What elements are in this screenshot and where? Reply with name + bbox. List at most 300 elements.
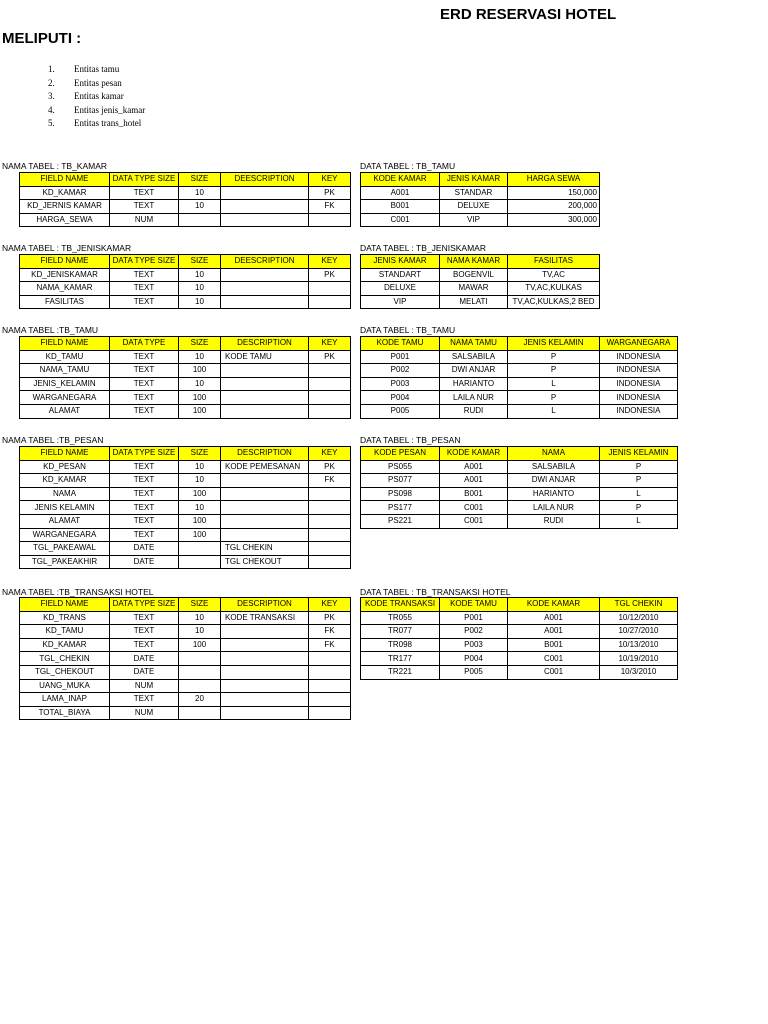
table-cell: TEXT (110, 460, 179, 474)
table-cell: TEXT (110, 200, 179, 214)
table-cell (309, 487, 351, 501)
table-cell (179, 213, 221, 227)
table-cell: 10/27/2010 (600, 625, 678, 639)
table-cell: 10 (179, 200, 221, 214)
table-row (20, 268, 351, 282)
table-cell: P (600, 460, 678, 474)
table-cell (309, 555, 351, 569)
table-cell: 10 (179, 611, 221, 625)
table-cell: A001 (440, 474, 508, 488)
structure-table (19, 336, 351, 419)
column-header: DATA TYPE SIZE (110, 173, 179, 187)
table-row (20, 542, 351, 556)
table-row (361, 501, 678, 515)
table-cell: STANDART (361, 268, 440, 282)
table-cell: A001 (440, 460, 508, 474)
table-cell: 300,000 (508, 213, 600, 227)
column-header: NAMA TAMU (440, 337, 508, 351)
table-cell: INDONESIA (600, 377, 678, 391)
entity-number: 1. (48, 64, 55, 74)
table-row (20, 474, 351, 488)
table-row (20, 295, 351, 309)
table-cell: FK (309, 200, 351, 214)
entity-number: 5. (48, 118, 55, 128)
table-cell: DATE (110, 652, 179, 666)
table-cell: PS077 (361, 474, 440, 488)
table-header-row (361, 337, 678, 351)
table-header-row (361, 598, 678, 612)
table-header-row (20, 173, 351, 187)
table-row (361, 186, 600, 200)
table-cell (179, 555, 221, 569)
table-cell: INDONESIA (600, 391, 678, 405)
table-cell: INDONESIA (600, 404, 678, 418)
column-header: DESCRIPTION (221, 598, 309, 612)
table-header-row (20, 255, 351, 269)
table-cell: MAWAR (440, 282, 508, 296)
column-header: TGL CHEKIN (600, 598, 678, 612)
table-cell: TR177 (361, 652, 440, 666)
table-cell: TR221 (361, 665, 440, 679)
table-cell (221, 213, 309, 227)
structure-table-label: NAMA TABEL : TB_KAMAR (2, 161, 108, 171)
data-table (360, 446, 678, 529)
table-row (20, 200, 351, 214)
table-cell: A001 (508, 625, 600, 639)
column-header: KODE TAMU (361, 337, 440, 351)
table-cell: 150,000 (508, 186, 600, 200)
data-table-label: DATA TABEL : TB_JENISKAMAR (360, 243, 486, 253)
structure-table (19, 254, 351, 309)
table-cell: P004 (440, 652, 508, 666)
table-cell: HARIANTO (440, 377, 508, 391)
table-header-row (20, 447, 351, 461)
table-cell (221, 693, 309, 707)
table-cell (221, 652, 309, 666)
table-cell (221, 638, 309, 652)
column-header: SIZE (179, 447, 221, 461)
entity-item (48, 90, 145, 104)
table-cell: UANG_MUKA (20, 679, 110, 693)
table-cell: P001 (440, 611, 508, 625)
table-cell: TEXT (110, 282, 179, 296)
table-cell: BOGENVIL (440, 268, 508, 282)
table-cell: LAILA NUR (440, 391, 508, 405)
table-cell: DWI ANJAR (508, 474, 600, 488)
table-cell (221, 501, 309, 515)
table-cell (309, 665, 351, 679)
table-cell: P004 (361, 391, 440, 405)
column-header: KODE TAMU (440, 598, 508, 612)
table-cell: HARIANTO (508, 487, 600, 501)
column-header: SIZE (179, 173, 221, 187)
table-cell: TGL CHEKOUT (221, 555, 309, 569)
table-cell: TGL_CHEKOUT (20, 665, 110, 679)
table-cell: TEXT (110, 528, 179, 542)
table-row (20, 213, 351, 227)
table-cell (309, 528, 351, 542)
table-cell: 200,000 (508, 200, 600, 214)
table-cell: 100 (179, 528, 221, 542)
table-cell (179, 542, 221, 556)
table-cell: DATE (110, 542, 179, 556)
table-cell: TEXT (110, 268, 179, 282)
table-cell (221, 377, 309, 391)
table-cell: C001 (508, 652, 600, 666)
table-cell: TGL_PAKEAKHIR (20, 555, 110, 569)
structure-table-label: NAMA TABEL :TB_TRANSAKSI HOTEL (2, 587, 154, 597)
table-cell: P002 (361, 364, 440, 378)
document-title: ERD RESERVASI HOTEL (440, 6, 617, 23)
table-cell: 10 (179, 474, 221, 488)
table-cell (221, 268, 309, 282)
table-row (20, 460, 351, 474)
table-cell (309, 652, 351, 666)
table-cell (179, 679, 221, 693)
table-row (20, 528, 351, 542)
column-header: FASILITAS (508, 255, 600, 269)
table-cell: P001 (361, 350, 440, 364)
table-row (20, 679, 351, 693)
table-cell: TEXT (110, 487, 179, 501)
table-cell: PK (309, 350, 351, 364)
table-cell: PK (309, 186, 351, 200)
table-cell: RUDI (508, 514, 600, 528)
table-cell: 100 (179, 391, 221, 405)
table-cell: P002 (440, 625, 508, 639)
table-cell (221, 186, 309, 200)
table-cell: B001 (361, 200, 440, 214)
table-cell: 100 (179, 404, 221, 418)
column-header: FIELD NAME (20, 173, 110, 187)
table-cell (309, 501, 351, 515)
table-cell: KD_TRANS (20, 611, 110, 625)
table-cell: KODE TAMU (221, 350, 309, 364)
table-cell (309, 295, 351, 309)
table-cell (221, 364, 309, 378)
table-cell: STANDAR (440, 186, 508, 200)
table-cell: PS177 (361, 501, 440, 515)
table-cell: TR055 (361, 611, 440, 625)
table-row (20, 611, 351, 625)
section-heading: MELIPUTI : (2, 30, 82, 47)
table-cell: KD_JERNIS KAMAR (20, 200, 110, 214)
table-cell: HARGA_SEWA (20, 213, 110, 227)
data-table-label: DATA TABEL : TB_TAMU (360, 325, 456, 335)
table-row (361, 611, 678, 625)
table-cell (221, 295, 309, 309)
table-cell: FK (309, 638, 351, 652)
table-cell: P005 (440, 665, 508, 679)
table-cell: A001 (508, 611, 600, 625)
table-cell: RUDI (440, 404, 508, 418)
column-header: SIZE (179, 598, 221, 612)
table-cell: 100 (179, 514, 221, 528)
table-cell: 10/3/2010 (600, 665, 678, 679)
column-header: JENIS KAMAR (361, 255, 440, 269)
table-cell: TEXT (110, 611, 179, 625)
column-header: NAMA KAMAR (440, 255, 508, 269)
table-cell: TEXT (110, 638, 179, 652)
table-cell: TV,AC,KULKAS (508, 282, 600, 296)
structure-table-label: NAMA TABEL :TB_TAMU (2, 325, 99, 335)
entity-label: Entitas jenis_kamar (74, 104, 146, 115)
table-cell (221, 679, 309, 693)
table-cell: LAMA_INAP (20, 693, 110, 707)
table-cell: TV,AC,KULKAS,2 BED (508, 295, 600, 309)
table-cell (221, 282, 309, 296)
column-header: NAMA (508, 447, 600, 461)
table-cell: TEXT (110, 514, 179, 528)
column-header: KEY (309, 337, 351, 351)
table-cell (221, 514, 309, 528)
table-cell: P (508, 391, 600, 405)
table-row (361, 665, 678, 679)
structure-table (19, 172, 351, 227)
table-cell (221, 474, 309, 488)
table-cell (309, 377, 351, 391)
table-cell: FK (309, 474, 351, 488)
table-cell (309, 542, 351, 556)
table-header-row (361, 447, 678, 461)
table-cell: KD_TAMU (20, 350, 110, 364)
table-cell (221, 706, 309, 720)
column-header: KODE KAMAR (508, 598, 600, 612)
table-row (361, 350, 678, 364)
table-row (20, 638, 351, 652)
table-cell: PK (309, 460, 351, 474)
table-row (20, 350, 351, 364)
column-header: FIELD NAME (20, 598, 110, 612)
table-cell: 10 (179, 268, 221, 282)
table-cell: NAMA_TAMU (20, 364, 110, 378)
table-row (20, 186, 351, 200)
table-cell: KD_KAMAR (20, 474, 110, 488)
table-cell: FK (309, 625, 351, 639)
table-cell: P (600, 474, 678, 488)
table-cell (309, 404, 351, 418)
table-cell: NAMA_KAMAR (20, 282, 110, 296)
column-header: KEY (309, 598, 351, 612)
table-row (20, 693, 351, 707)
table-row (361, 268, 600, 282)
table-cell (221, 665, 309, 679)
table-cell: KODE TRANSAKSI (221, 611, 309, 625)
table-cell: MELATI (440, 295, 508, 309)
table-cell: TV,AC (508, 268, 600, 282)
column-header: JENIS KELAMIN (600, 447, 678, 461)
table-cell: TEXT (110, 474, 179, 488)
table-cell: TEXT (110, 391, 179, 405)
table-cell: L (508, 377, 600, 391)
structure-table-label: NAMA TABEL : TB_JENISKAMAR (2, 243, 132, 253)
table-cell (309, 514, 351, 528)
entity-number: 3. (48, 91, 55, 101)
table-row (361, 638, 678, 652)
table-cell: TR098 (361, 638, 440, 652)
table-cell: KD_TAMU (20, 625, 110, 639)
column-header: DEESCRIPTION (221, 173, 309, 187)
table-row (361, 487, 678, 501)
table-cell (309, 282, 351, 296)
table-row (20, 625, 351, 639)
table-cell: TEXT (110, 377, 179, 391)
column-header: SIZE (179, 255, 221, 269)
table-cell: JENIS KELAMIN (20, 501, 110, 515)
structure-table (19, 597, 351, 720)
table-row (20, 391, 351, 405)
table-cell: INDONESIA (600, 350, 678, 364)
table-cell: TEXT (110, 364, 179, 378)
table-row (20, 501, 351, 515)
table-cell: 100 (179, 638, 221, 652)
column-header: KEY (309, 173, 351, 187)
table-cell: TGL_PAKEAWAL (20, 542, 110, 556)
table-cell (221, 625, 309, 639)
structure-table-label: NAMA TABEL :TB_PESAN (2, 435, 104, 445)
table-cell: B001 (508, 638, 600, 652)
table-cell: KD_JENISKAMAR (20, 268, 110, 282)
table-cell: DWI ANJAR (440, 364, 508, 378)
table-cell: 10/13/2010 (600, 638, 678, 652)
table-row (361, 474, 678, 488)
table-cell: TEXT (110, 693, 179, 707)
table-cell: TR077 (361, 625, 440, 639)
table-cell: TGL_CHEKIN (20, 652, 110, 666)
column-header: DESCRIPTION (221, 337, 309, 351)
table-cell: KD_PESAN (20, 460, 110, 474)
table-cell: ALAMAT (20, 514, 110, 528)
entity-list (48, 63, 145, 131)
table-row (20, 487, 351, 501)
table-cell: WARGANEGARA (20, 528, 110, 542)
table-cell: 10 (179, 350, 221, 364)
table-cell: 10/19/2010 (600, 652, 678, 666)
table-row (361, 625, 678, 639)
entity-item (48, 77, 145, 91)
table-cell (309, 213, 351, 227)
entity-item (48, 117, 145, 131)
entity-label: Entitas trans_hotel (74, 118, 142, 128)
column-header: DESCRIPTION (221, 447, 309, 461)
table-cell: 10 (179, 295, 221, 309)
table-cell (221, 528, 309, 542)
table-cell: 10 (179, 282, 221, 296)
table-cell (221, 200, 309, 214)
column-header: DATA TYPE SIZE (110, 255, 179, 269)
table-cell: PS055 (361, 460, 440, 474)
table-cell (309, 693, 351, 707)
column-header: DATA TYPE (110, 337, 179, 351)
column-header: FIELD NAME (20, 255, 110, 269)
entity-item (48, 104, 145, 118)
table-row (361, 404, 678, 418)
table-cell: PK (309, 611, 351, 625)
column-header: KEY (309, 255, 351, 269)
column-header: KODE TRANSAKSI (361, 598, 440, 612)
table-cell: NUM (110, 213, 179, 227)
table-cell: TEXT (110, 625, 179, 639)
data-table (360, 597, 678, 680)
data-table (360, 336, 678, 419)
table-cell: TEXT (110, 404, 179, 418)
data-table-label: DATA TABEL : TB_TAMU (360, 161, 456, 171)
table-row (361, 213, 600, 227)
table-cell: NAMA (20, 487, 110, 501)
table-cell: DELUXE (440, 200, 508, 214)
table-cell: TEXT (110, 350, 179, 364)
table-row (20, 514, 351, 528)
table-cell: 10 (179, 377, 221, 391)
table-cell: TGL CHEKIN (221, 542, 309, 556)
table-cell: VIP (361, 295, 440, 309)
column-header: KODE KAMAR (361, 173, 440, 187)
column-header: DATA TYPE SIZE (110, 447, 179, 461)
table-cell: C001 (440, 501, 508, 515)
table-cell: P005 (361, 404, 440, 418)
table-cell: DATE (110, 555, 179, 569)
table-header-row (20, 598, 351, 612)
table-row (20, 377, 351, 391)
column-header: JENIS KAMAR (440, 173, 508, 187)
table-cell: TEXT (110, 501, 179, 515)
table-cell: FASILITAS (20, 295, 110, 309)
table-cell: 10/12/2010 (600, 611, 678, 625)
table-cell: A001 (361, 186, 440, 200)
table-row (20, 652, 351, 666)
data-table-label: DATA TABEL : TB_TRANSAKSI HOTEL (360, 587, 511, 597)
table-cell: P003 (361, 377, 440, 391)
table-cell (221, 391, 309, 405)
table-cell: PK (309, 268, 351, 282)
table-row (361, 514, 678, 528)
table-cell: P (508, 350, 600, 364)
table-row (20, 364, 351, 378)
table-row (361, 460, 678, 474)
table-header-row (361, 255, 600, 269)
table-cell (179, 665, 221, 679)
table-cell: DELUXE (361, 282, 440, 296)
column-header: KODE PESAN (361, 447, 440, 461)
table-cell (309, 706, 351, 720)
column-header: FIELD NAME (20, 337, 110, 351)
table-cell: 10 (179, 625, 221, 639)
column-header: JENIS KELAMIN (508, 337, 600, 351)
column-header: WARGANEGARA (600, 337, 678, 351)
data-table (360, 172, 600, 227)
table-cell: C001 (361, 213, 440, 227)
table-cell: 10 (179, 501, 221, 515)
table-cell: TEXT (110, 186, 179, 200)
table-header-row (20, 337, 351, 351)
table-cell: VIP (440, 213, 508, 227)
entity-number: 2. (48, 77, 55, 88)
table-cell: L (600, 487, 678, 501)
table-cell: B001 (440, 487, 508, 501)
table-cell: INDONESIA (600, 364, 678, 378)
table-cell: 100 (179, 487, 221, 501)
table-header-row (361, 173, 600, 187)
table-row (361, 391, 678, 405)
table-cell: JENIS_KELAMIN (20, 377, 110, 391)
column-header: FIELD NAME (20, 447, 110, 461)
table-cell: PS221 (361, 514, 440, 528)
table-cell: TEXT (110, 295, 179, 309)
table-row (20, 555, 351, 569)
table-cell (309, 391, 351, 405)
table-cell (309, 679, 351, 693)
table-cell (221, 487, 309, 501)
